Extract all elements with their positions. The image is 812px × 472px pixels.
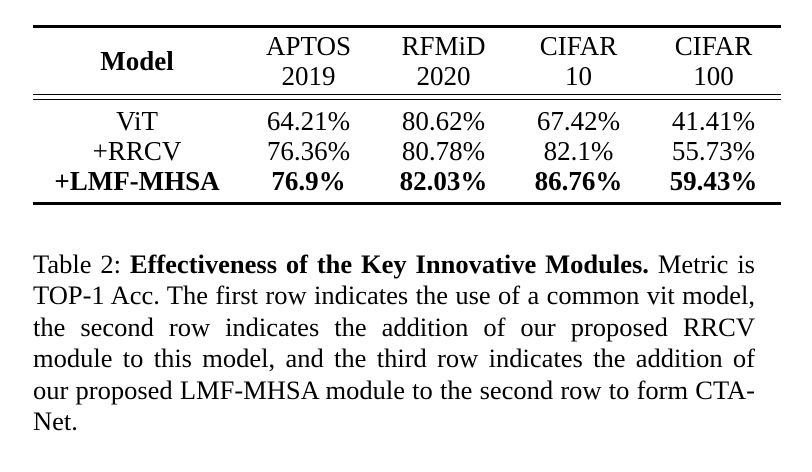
header-col-1-line2: 2020 xyxy=(416,61,471,91)
caption-text: Metric is TOP-1 Acc. The first row indicates the use of a common vit model, the second row indicates the addition of our proposed RRCV module to this model, and the third row indicates the addition of our proposed LMF-MHSA module to the second row to form CTA-Net. xyxy=(33,249,755,437)
row-2-cifar10: 86.76% xyxy=(534,166,623,196)
header-col-3-line1: CIFAR xyxy=(674,31,753,61)
row-2-rfmid: 82.03% xyxy=(399,166,488,196)
header-model: Model xyxy=(100,46,174,76)
row-1-model: +RRCV xyxy=(92,136,182,166)
row-1-cifar100: 55.73% xyxy=(671,136,756,166)
row-1-aptos: 76.36% xyxy=(266,136,351,166)
table-row xyxy=(33,136,781,166)
row-0-cifar100: 41.41% xyxy=(671,106,756,136)
header-col-0-line2: 2019 xyxy=(281,61,336,91)
table-row xyxy=(33,106,781,136)
row-1-rfmid: 80.78% xyxy=(401,136,486,166)
header-col-0-line1: APTOS xyxy=(265,31,352,61)
row-0-aptos: 64.21% xyxy=(266,106,351,136)
header-col-2-line2: 10 xyxy=(565,61,592,91)
table-body xyxy=(33,100,781,202)
header-rfmid xyxy=(376,28,511,94)
header-col-2-line1: CIFAR xyxy=(539,31,618,61)
header-cifar100 xyxy=(646,28,781,94)
results-table xyxy=(33,25,781,205)
table-caption xyxy=(33,249,755,437)
row-2-model: +LMF-MHSA xyxy=(54,166,220,196)
header-cifar10 xyxy=(511,28,646,94)
header-col-1-line1: RFMiD xyxy=(401,31,486,61)
caption-label: Table 2: xyxy=(33,249,121,279)
row-0-rfmid: 80.62% xyxy=(401,106,486,136)
table-row xyxy=(33,166,781,196)
header-col-3-line2: 100 xyxy=(693,61,734,91)
row-1-cifar10: 82.1% xyxy=(543,136,614,166)
table-bottom-rule xyxy=(33,202,781,205)
row-0-model: ViT xyxy=(116,106,158,136)
table-header xyxy=(33,28,781,94)
row-0-cifar10: 67.42% xyxy=(536,106,621,136)
row-2-cifar100: 59.43% xyxy=(669,166,758,196)
caption-title: Effectiveness of the Key Innovative Modules. xyxy=(129,249,649,279)
header-aptos xyxy=(241,28,376,94)
row-2-aptos: 76.9% xyxy=(271,166,346,196)
